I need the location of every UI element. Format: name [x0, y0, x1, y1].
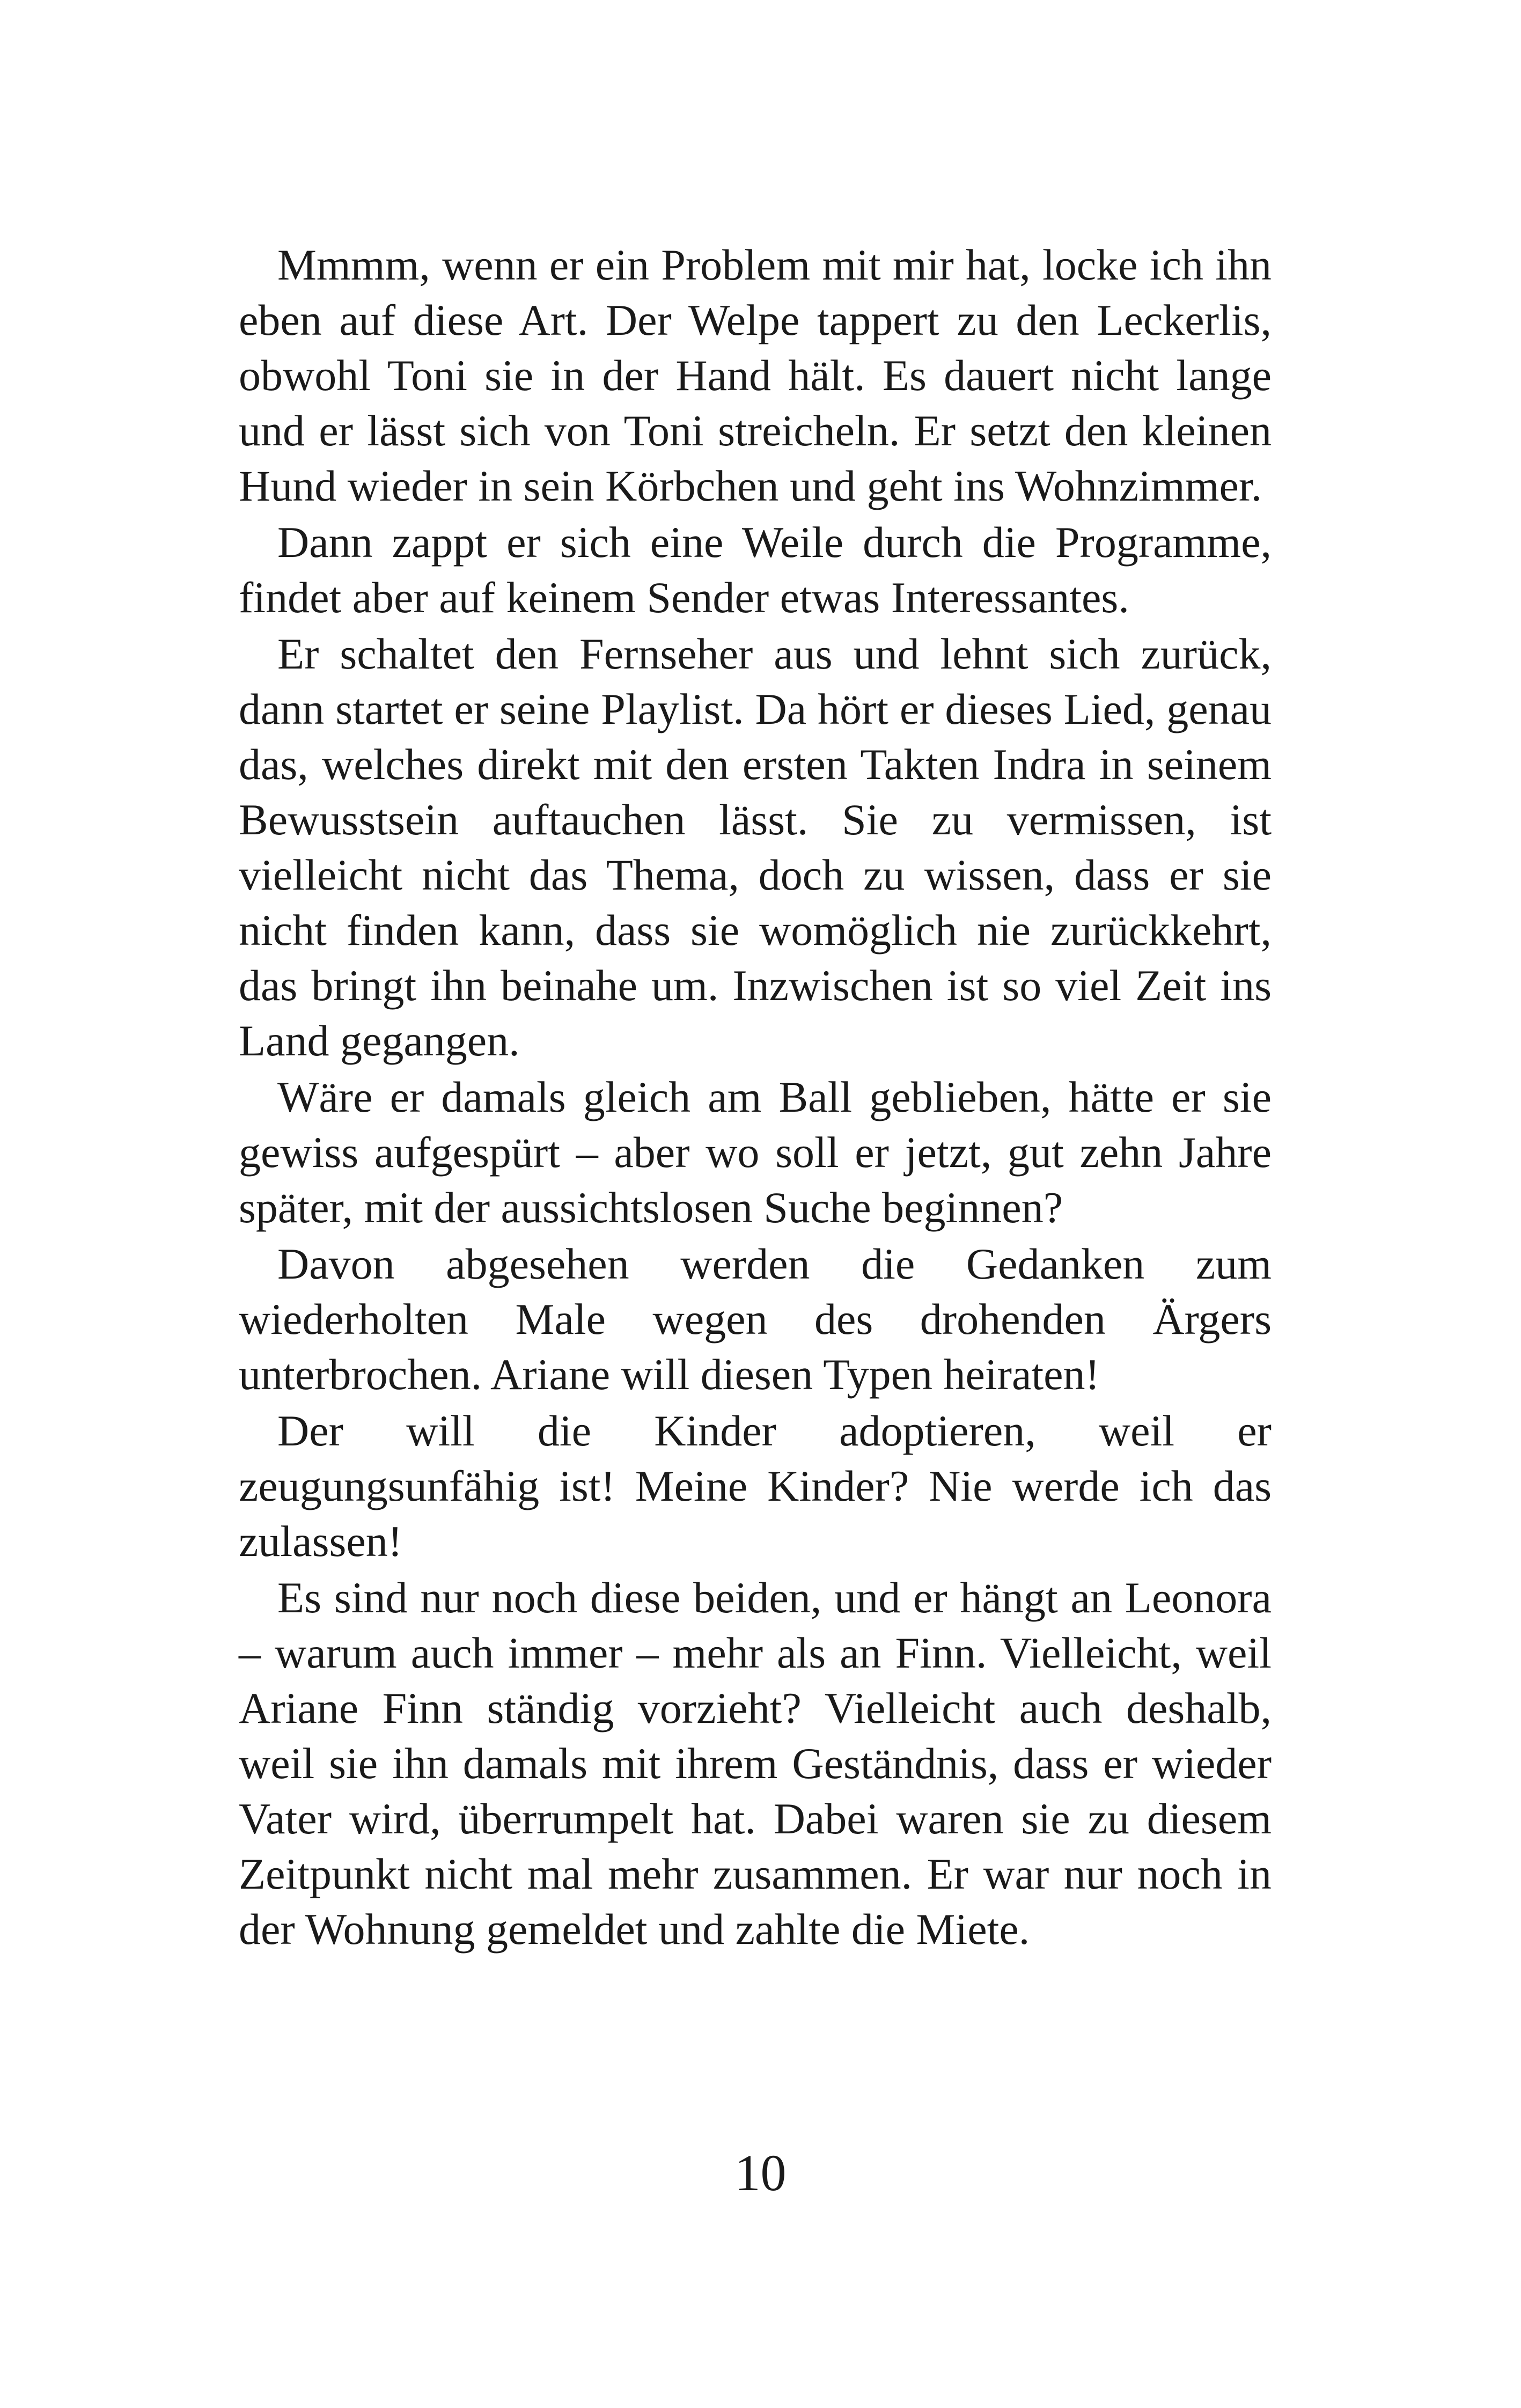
paragraph-1: Mmmm, wenn er ein Problem mit mir hat, locke ich ihn eben auf diese Art. Der Welpe tappert zu den Leckerlis, obwohl Toni sie in der Hand hält. Es dauert nicht lange und er lässt sich von Toni streicheln. Er setzt den kleinen Hund wieder in sein Körbchen und geht ins Wohnzimmer.: [239, 240, 1272, 510]
body-text: [239, 237, 1272, 1958]
paragraph-5: Davon abgesehen werden die Gedanken zum wiederholten Male wegen des drohenden Ärgers unterbrochen. Ariane will diesen Typen heiraten!: [239, 1239, 1272, 1399]
page-number: 10: [734, 2144, 787, 2201]
paragraph-6: Der will die Kinder adoptieren, weil er zeugungsunfähig ist! Meine Kinder? Nie werde ich das zulassen!: [239, 1406, 1272, 1566]
paragraph-4: Wäre er damals gleich am Ball geblieben, hätte er sie gewiss aufgespürt – aber wo soll er jetzt, gut zehn Jahre später, mit der aussichtslosen Suche beginnen?: [239, 1073, 1272, 1232]
paragraph-7: Es sind nur noch diese beiden, und er hängt an Leonora – warum auch immer – mehr als an Finn. Vielleicht, weil Ariane Finn ständig vorzieht? Vielleicht auch deshalb, weil sie ihn damals mit ihrem Geständnis, dass er wieder Vater wird, überrumpelt hat. Dabei waren sie zu diesem Zeitpunkt nicht mal mehr zusammen. Er war nur noch in der Wohnung gemeldet und zahlte die Miete.: [239, 1573, 1272, 1954]
paragraph-3: Er schaltet den Fernseher aus und lehnt sich zurück, dann startet er seine Playlist. Da hört er dieses Lied, genau das, welches direkt mit den ersten Takten Indra in seinem Bewusstsein auftauchen lässt. Sie zu vermissen, ist vielleicht nicht das Thema, doch zu wissen, dass er sie nicht finden kann, dass sie womöglich nie zurückkehrt, das bringt ihn beinahe um. Inzwischen ist so viel Zeit ins Land gegangen.: [239, 629, 1272, 1065]
paragraph-2: Dann zappt er sich eine Weile durch die Programme, findet aber auf keinem Sender etwas Interessantes.: [239, 518, 1272, 622]
